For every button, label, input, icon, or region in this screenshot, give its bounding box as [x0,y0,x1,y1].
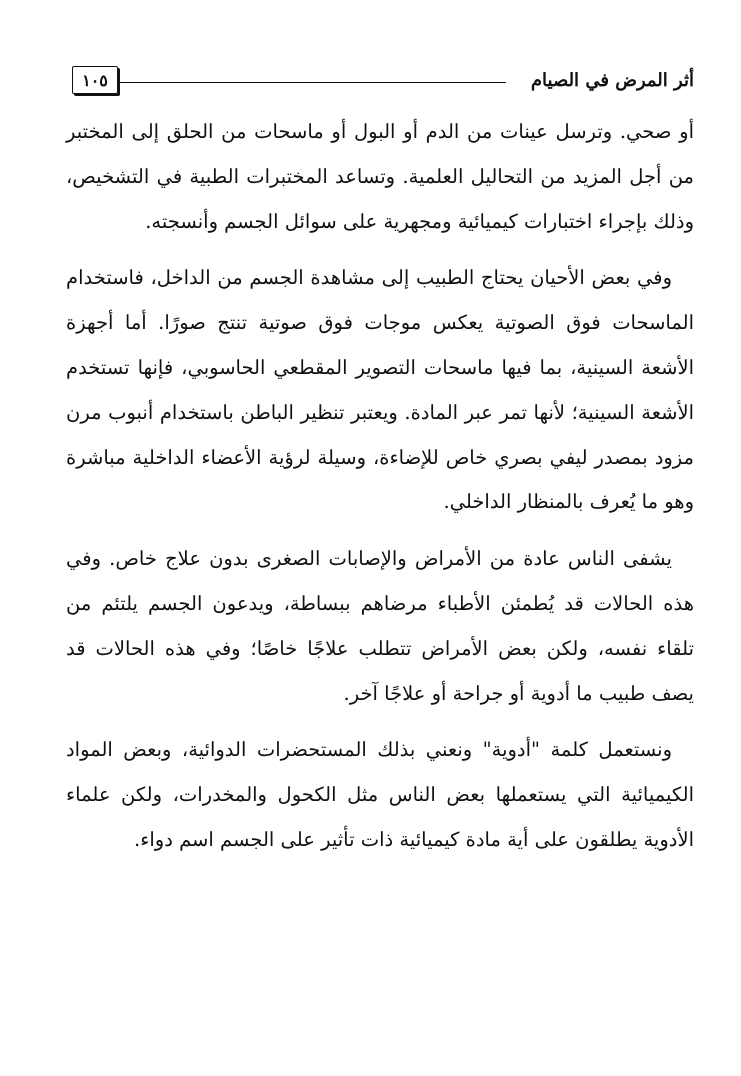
page-header [72,66,694,100]
body-text [66,110,694,875]
running-title: أثر المرض في الصيام [530,70,694,91]
page-number-box: ١٠٥ [72,66,118,94]
paragraph-4: ونستعمل كلمة "أدوية" ونعني بذلك المستحضرات الدوائية، وبعض المواد الكيميائية التي يستعملها بعض الناس مثل الكحول والمخدرات، ولكن علماء الأدوية يطلقون على أية مادة كيميائية ذات تأثير على الجسم اسم دواء. [66,738,694,851]
paragraph-1: أو صحي. وترسل عينات من الدم أو البول أو ماسحات من الحلق إلى المختبر من أجل المزيد من التحاليل العلمية. وتساعد المختبرات الطبية في التشخيص، وذلك بإجراء اختبارات كيميائية ومجهرية على سوائل الجسم وأنسجته. [66,120,694,233]
header-rule [118,82,506,83]
paragraph-2: وفي بعض الأحيان يحتاج الطبيب إلى مشاهدة الجسم من الداخل، فاستخدام الماسحات فوق الصوتية يعكس موجات فوق صوتية تنتج صورًا. أما أجهزة الأشعة السينية، بما فيها ماسحات التصوير المقطعي الحاسوبي، فإنها تستخدم الأشعة السينية؛ لأنها تمر عبر المادة. ويعتبر تنظير الباطن باستخدام أنبوب مرن مزود بمصدر ليفي بصري خاص للإضاءة، وسيلة لرؤية الأعضاء الداخلية مباشرة وهو ما يُعرف بالمنظار الداخلي. [66,266,694,514]
paragraph-3: يشفى الناس عادة من الأمراض والإصابات الصغرى بدون علاج خاص. وفي هذه الحالات قد يُطمئن الأطباء مرضاهم ببساطة، ويدعون الجسم يلتئم من تلقاء نفسه، ولكن بعض الأمراض تتطلب علاجًا خاصًا؛ وفي هذه الحالات قد يصف طبيب ما أدوية أو جراحة أو علاجًا آخر. [66,547,694,705]
